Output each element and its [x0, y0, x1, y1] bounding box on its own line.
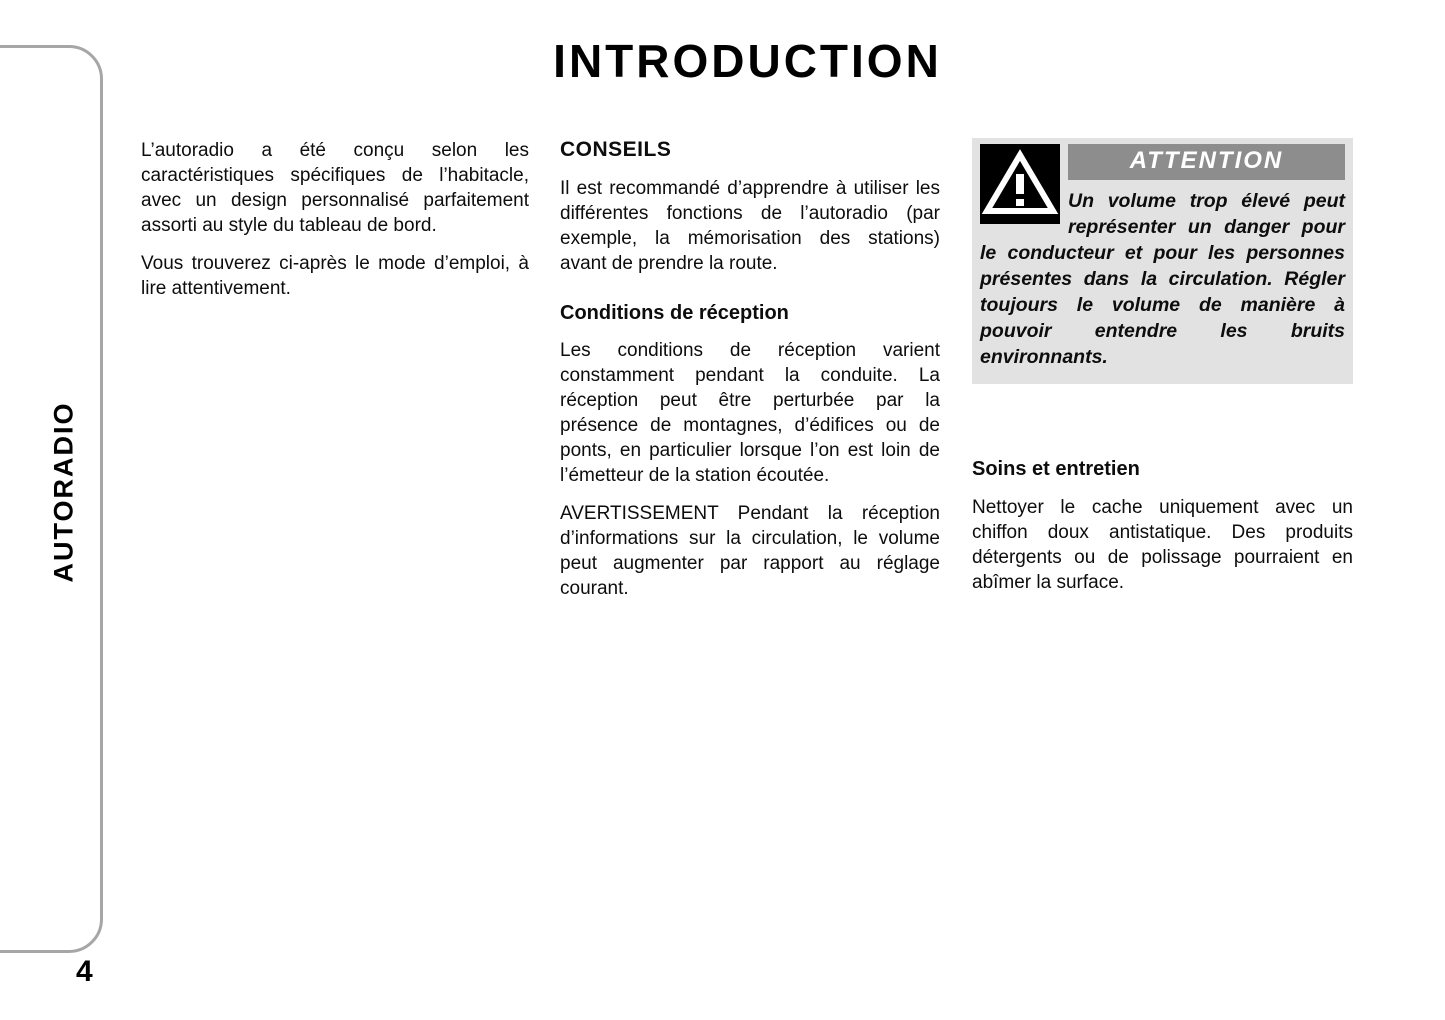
warning-body-text: Un volume trop élevé peut représenter un danger pour le conducteur et pour les personnes présentes dans la circulation. Régler toujours le volume de manière à pouvoir entendre les bruits environnants.	[980, 190, 1345, 368]
warning-header	[1068, 144, 1345, 180]
page-title: INTRODUCTION	[553, 35, 942, 87]
care-heading: Soins et entretien	[972, 458, 1140, 480]
page-number: 4	[76, 955, 93, 988]
avertissement-paragraph: AVERTISSEMENT Pendant la réception d’informations sur la circulation, le volume peut augmenter par rapport au réglage courant.	[560, 503, 940, 599]
warning-triangle-icon	[980, 144, 1060, 224]
reception-subheading: Conditions de réception	[560, 302, 789, 324]
column-conseils	[560, 138, 940, 614]
conseils-heading: CONSEILS	[560, 138, 672, 161]
warning-box	[972, 138, 1353, 384]
care-paragraph: Nettoyer le cache uniquement avec un chiffon doux antistatique. Des produits détergents ou de polissage pourraient en abîmer la surface.	[972, 497, 1353, 593]
warning-header-label: ATTENTION	[1129, 147, 1284, 174]
intro-paragraph-1: L’autoradio a été conçu selon les caractéristiques spécifiques de l’habitacle, avec un design personnalisé parfaitement assorti au style du tableau de bord.	[141, 140, 529, 236]
reception-paragraph: Les conditions de réception varient constamment pendant la conduite. La réception peut être perturbée par la présence de montagnes, d’édifices ou de ponts, en particulier lorsque l’on est loin de l’émetteur de la station écoutée.	[560, 340, 940, 486]
chapter-label-vertical: AUTORADIO	[48, 401, 79, 583]
intro-paragraph-2: Vous trouverez ci-après le mode d’emploi, à lire attentivement.	[141, 253, 529, 299]
conseils-paragraph: Il est recommandé d’apprendre à utiliser les différentes fonctions de l’autoradio (par exemple, la mémorisation des stations) avant de prendre la route.	[560, 178, 940, 274]
column-attention	[972, 138, 1353, 608]
column-intro	[141, 138, 529, 314]
